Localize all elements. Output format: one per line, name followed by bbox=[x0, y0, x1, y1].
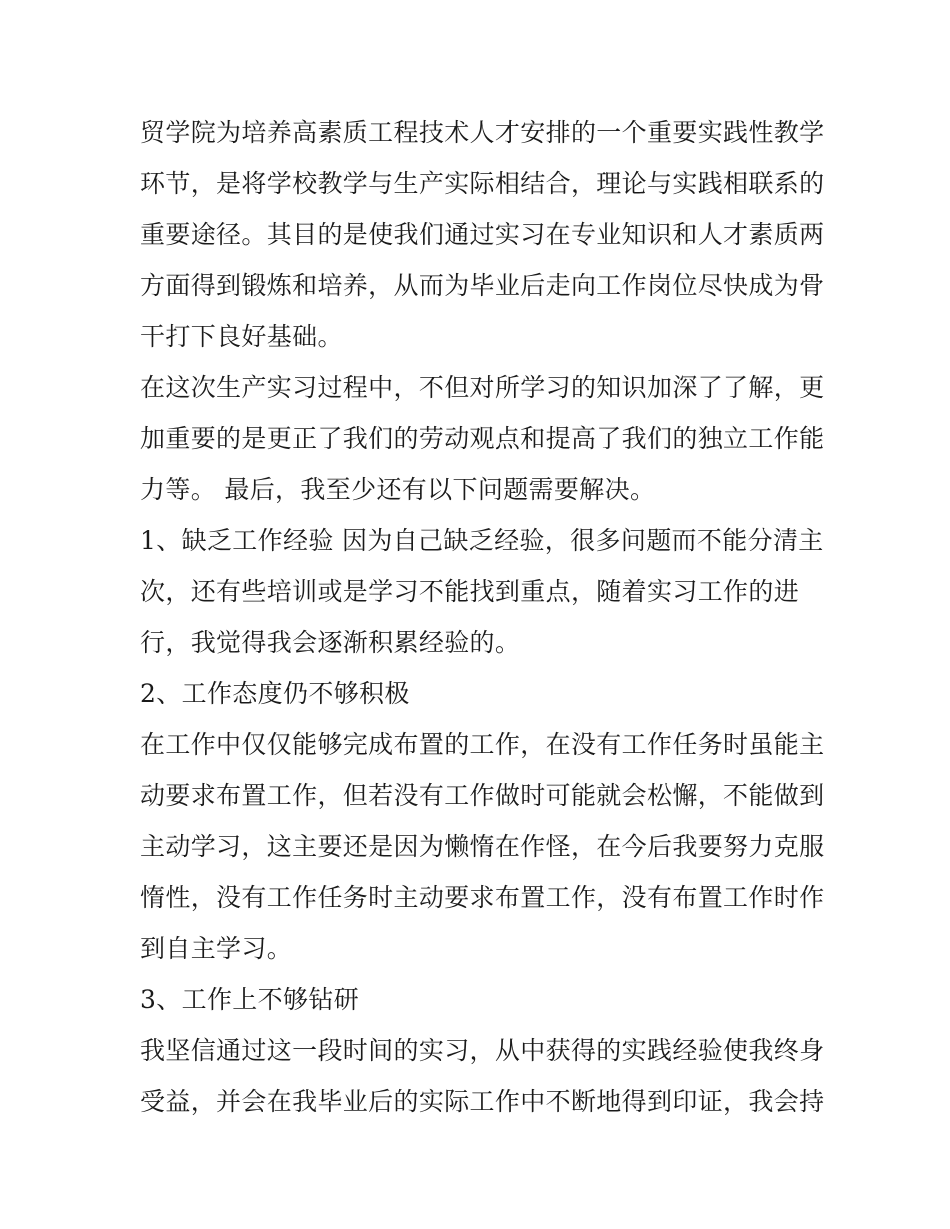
text-line: 行，我觉得我会逐渐积累经验的。 bbox=[140, 628, 521, 657]
list-item-heading: 1、缺乏工作经验 因为自己缺乏经验，很多问题而不能分清主 bbox=[140, 526, 824, 555]
text-line: 贸学院为培养高素质工程技术人才安排的一个重要实践性教学 bbox=[140, 118, 825, 147]
text-line: 受益，并会在我毕业后的实际工作中不断地得到印证，我会持 bbox=[140, 1087, 825, 1116]
text-line: 干打下良好基础。 bbox=[140, 322, 343, 351]
text-line: 力等。 最后，我至少还有以下问题需要解决。 bbox=[140, 475, 656, 504]
text-line: 主动学习，这主要还是因为懒惰在作怪，在今后我要努力克服 bbox=[140, 832, 825, 861]
text-line: 方面得到锻炼和培养，从而为毕业后走向工作岗位尽快成为骨 bbox=[140, 271, 825, 300]
list-item-heading: 2、工作态度仍不够积极 bbox=[140, 679, 410, 708]
text-line: 我坚信通过这一段时间的实习，从中获得的实践经验使我终身 bbox=[140, 1036, 825, 1065]
text-line: 动要求布置工作，但若没有工作做时可能就会松懈，不能做到 bbox=[140, 781, 825, 810]
text-line: 次，还有些培训或是学习不能找到重点，随着实习工作的进 bbox=[140, 577, 800, 606]
text-line: 在这次生产实习过程中，不但对所学习的知识加深了了解，更 bbox=[140, 373, 825, 402]
text-line: 加重要的是更正了我们的劳动观点和提高了我们的独立工作能 bbox=[140, 424, 825, 453]
text-line: 到自主学习。 bbox=[140, 934, 293, 963]
list-item-heading: 3、工作上不够钻研 bbox=[140, 985, 360, 1014]
document-page bbox=[140, 107, 825, 1127]
text-line: 惰性，没有工作任务时主动要求布置工作，没有布置工作时作 bbox=[140, 883, 825, 912]
text-line: 环节，是将学校教学与生产实际相结合，理论与实践相联系的 bbox=[140, 169, 825, 198]
text-line: 重要途径。其目的是使我们通过实习在专业知识和人才素质两 bbox=[140, 220, 825, 249]
text-line: 在工作中仅仅能够完成布置的工作，在没有工作任务时虽能主 bbox=[140, 730, 825, 759]
